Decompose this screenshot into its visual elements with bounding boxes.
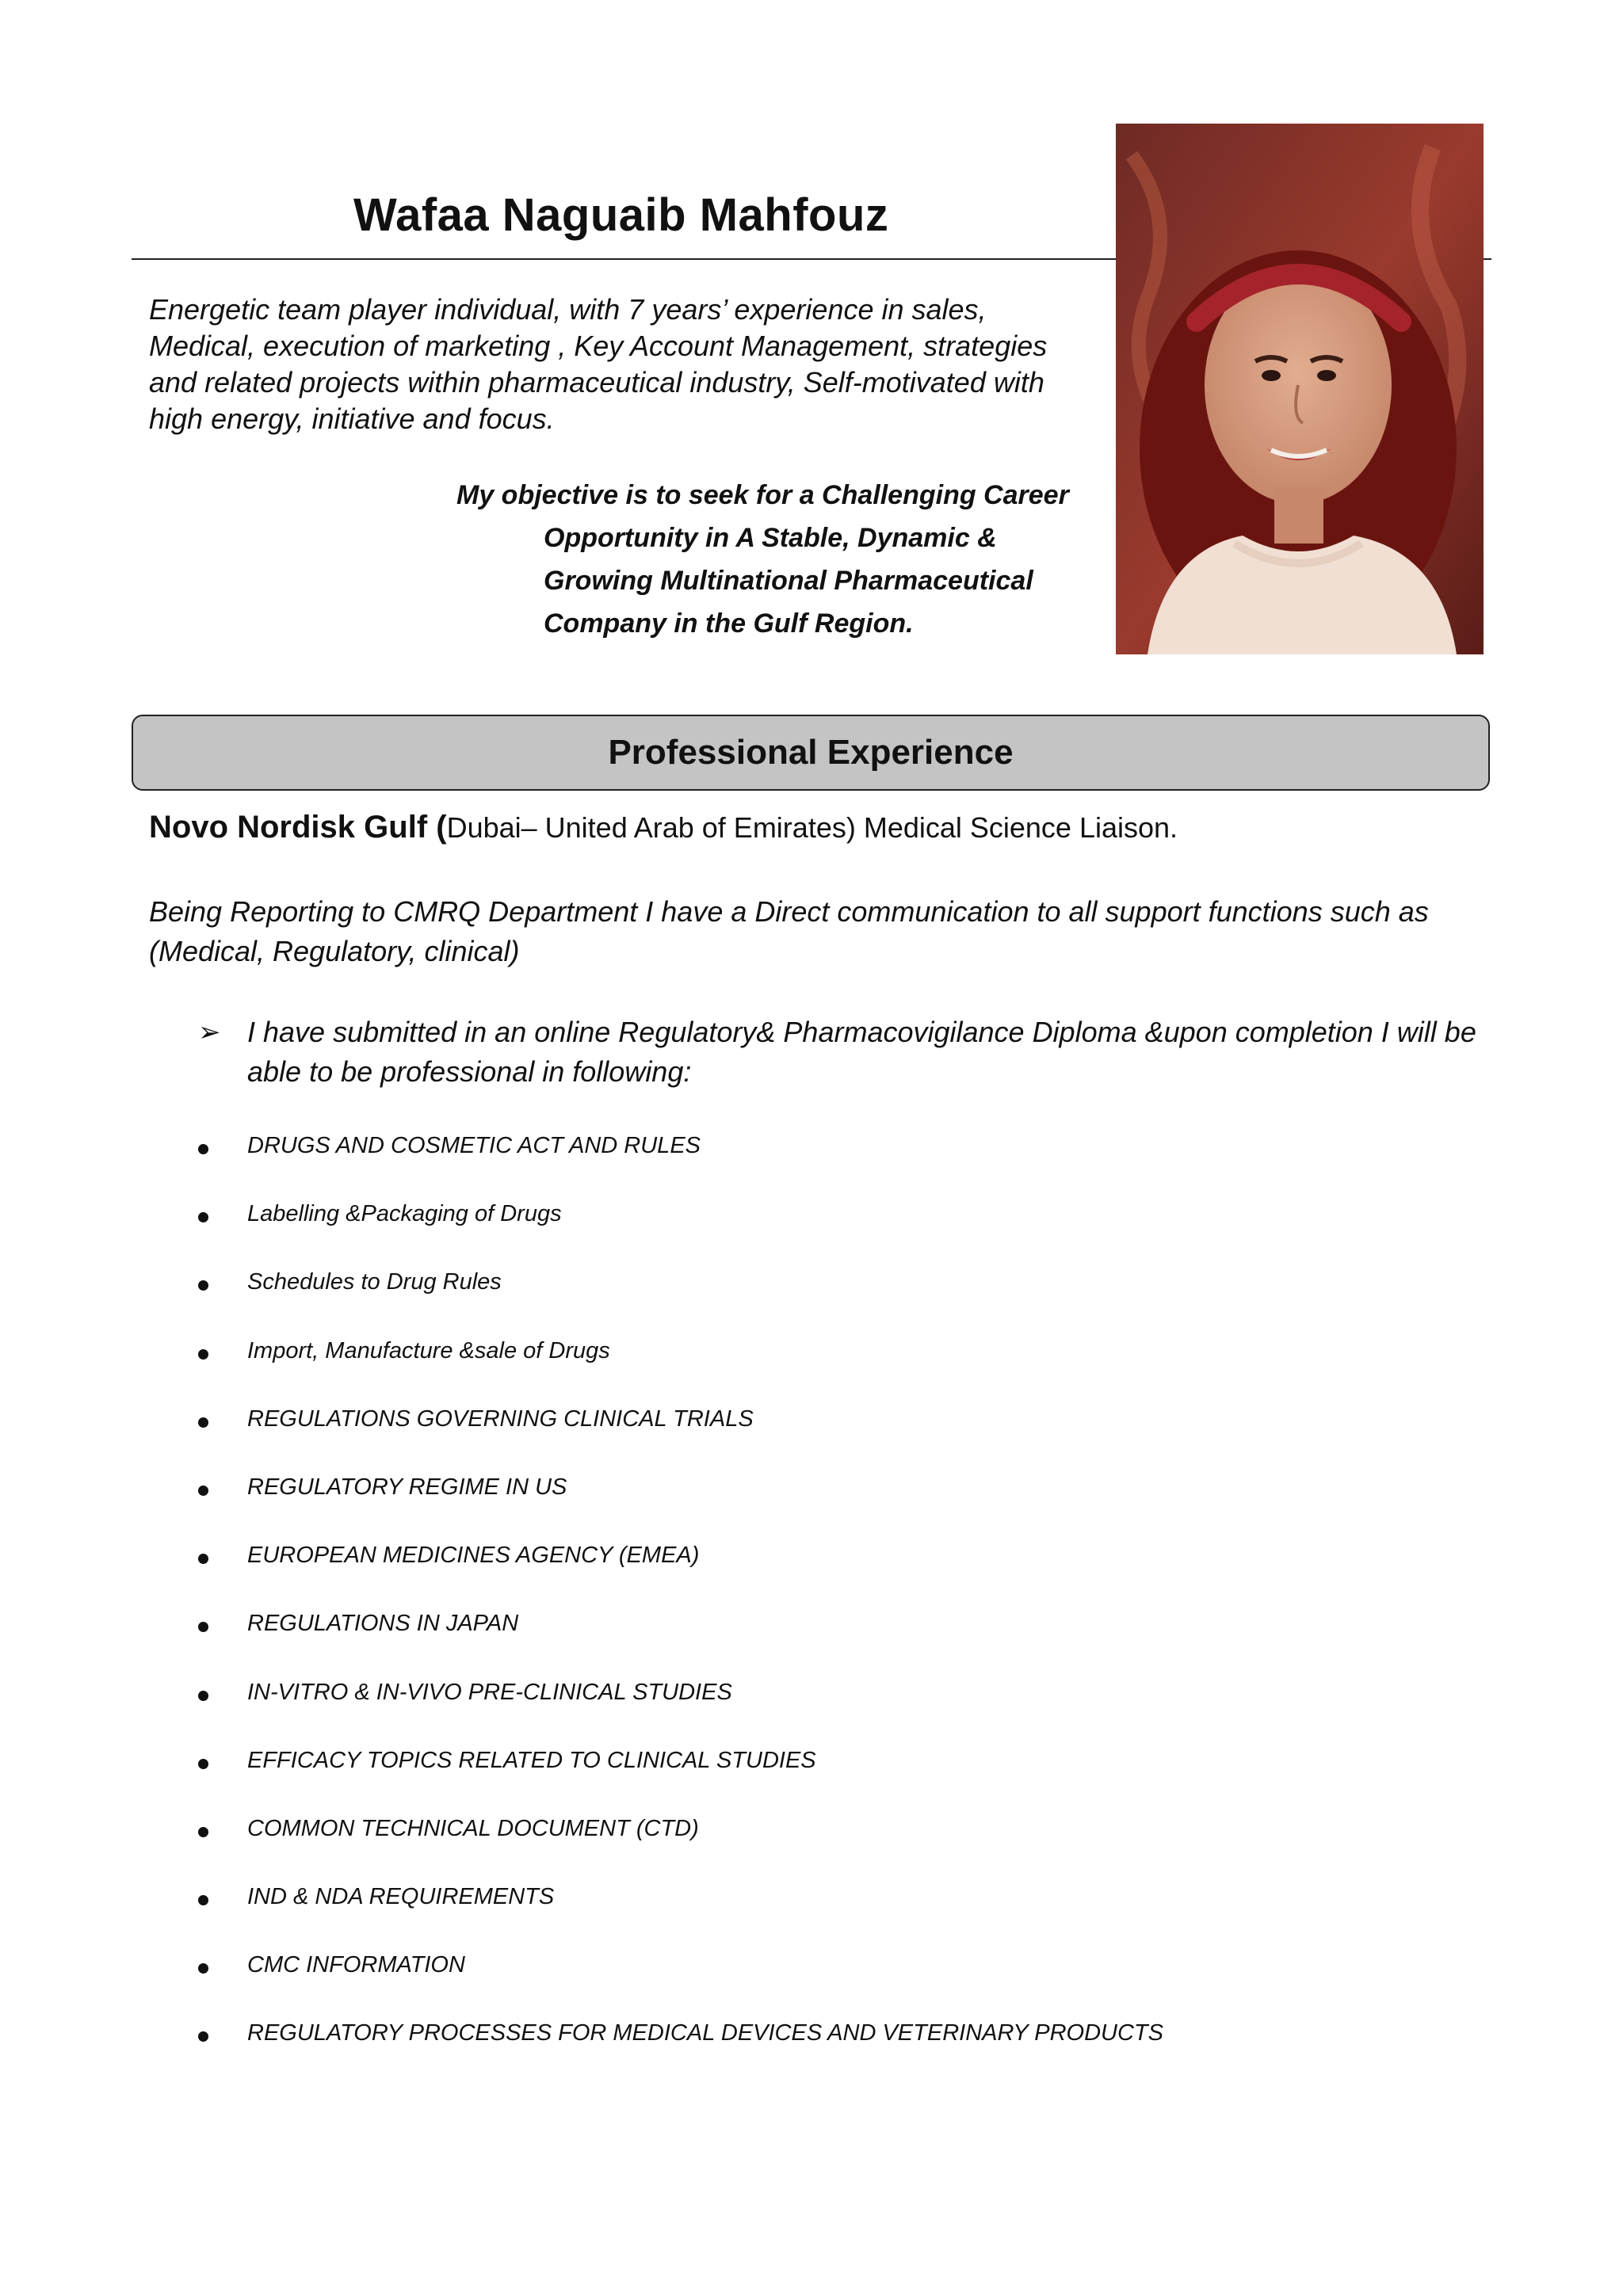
job-location-role: Dubai– United Arab of Emirates) Medical Science Liaison. (446, 811, 1178, 844)
profile-photo (1116, 124, 1484, 654)
profile-summary: Energetic team player individual, with 7 years’ experience in sales, Medical, execution of marketing , Key Account Management, strategies and related projects within pharmaceutical industry, Self-motivated with high energy, initiative and focus. (149, 293, 1048, 435)
reporting-description: Being Reporting to CMRQ Department I have a Direct communication to all support functions such as (Medical, Regulatory, clinical) (149, 895, 1429, 967)
arrow-bullet-icon: ➢ (198, 1017, 221, 1047)
portrait-image (1116, 124, 1484, 654)
bullet-icon (198, 2031, 208, 2042)
bullet-icon (198, 1691, 208, 1701)
job-heading (149, 810, 1178, 845)
candidate-name: Wafaa Naguaib Mahfouz (353, 189, 889, 241)
diploma-text: I have submitted in an online Regulatory& Pharmacovigilance Diploma &upon completion I will be able to be professional in following: (247, 1016, 1476, 1088)
bullet-icon (198, 1417, 208, 1428)
bullet-icon (198, 1280, 208, 1291)
company-name: Novo Nordisk Gulf ( (149, 810, 447, 845)
bullet-icon (198, 1827, 208, 1837)
bullet-icon (198, 1963, 208, 1974)
bullet-icon (198, 1622, 208, 1632)
bullet-icon (198, 1144, 208, 1154)
diploma-statement (198, 1013, 1498, 1092)
bullet-icon (198, 1554, 208, 1564)
career-objective (456, 474, 1090, 645)
bullet-icon (198, 1349, 208, 1360)
objective-line-1: My objective is to seek for a Challenging Career (456, 480, 1069, 510)
section-title: Professional Experience (608, 733, 1014, 772)
bullet-icon (198, 1759, 208, 1769)
bullet-icon (198, 1486, 208, 1496)
objective-line-rest: Opportunity in A Stable, Dynamic & Growing Multinational Pharmaceutical Company in the Gulf Region. (544, 523, 1033, 639)
bullet-icon (198, 1212, 208, 1222)
bullet-icon (198, 1895, 208, 1905)
section-header-professional-experience (132, 715, 1490, 791)
